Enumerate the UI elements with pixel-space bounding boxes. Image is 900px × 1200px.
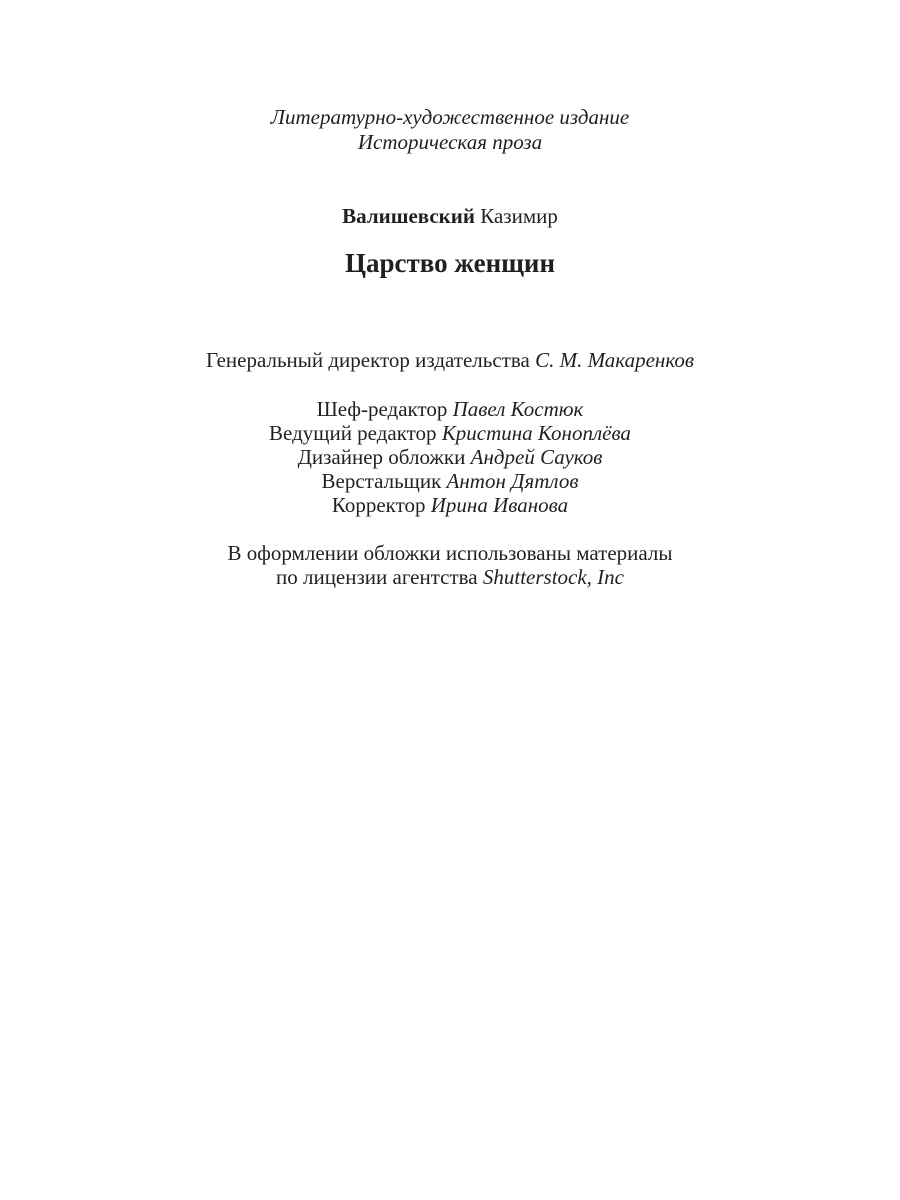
credit-line-lead-editor (0, 421, 900, 445)
license-agency: Shutterstock, Inc (482, 565, 624, 589)
credit-line-proofreader (0, 493, 900, 517)
general-director-name: С. М. Макаренков (535, 348, 694, 372)
genre-line-2: Историческая проза (357, 130, 543, 154)
credit-name: Андрей Сауков (470, 445, 603, 469)
author-name: Казимир (480, 204, 558, 228)
credit-line-chief-editor (0, 397, 900, 421)
credit-name: Кристина Коноплёва (441, 421, 631, 445)
credit-role: Ведущий редактор (269, 421, 437, 445)
credit-name: Ирина Иванова (430, 493, 569, 517)
credit-name: Антон Дятлов (446, 469, 579, 493)
book-title: Царство женщин (344, 248, 556, 278)
genre-line-1: Литературно-художественное издание (270, 105, 630, 129)
credit-line-layout (0, 469, 900, 493)
credit-role: Дизайнер обложки (297, 445, 466, 469)
credit-line-cover-designer (0, 445, 900, 469)
author-line (0, 204, 900, 228)
credit-name: Павел Костюк (452, 397, 584, 421)
license-prefix: по лицензии агентства (275, 565, 478, 589)
general-director-line (0, 348, 900, 372)
license-line-1: В оформлении обложки использованы материалы (227, 541, 673, 565)
author-surname: Валишевский (342, 204, 475, 228)
general-director-role: Генеральный директор издательства (206, 348, 530, 372)
credit-role: Шеф-редактор (316, 397, 448, 421)
credit-role: Верстальщик (321, 469, 442, 493)
credit-role: Корректор (331, 493, 426, 517)
license-line-2 (0, 565, 900, 589)
